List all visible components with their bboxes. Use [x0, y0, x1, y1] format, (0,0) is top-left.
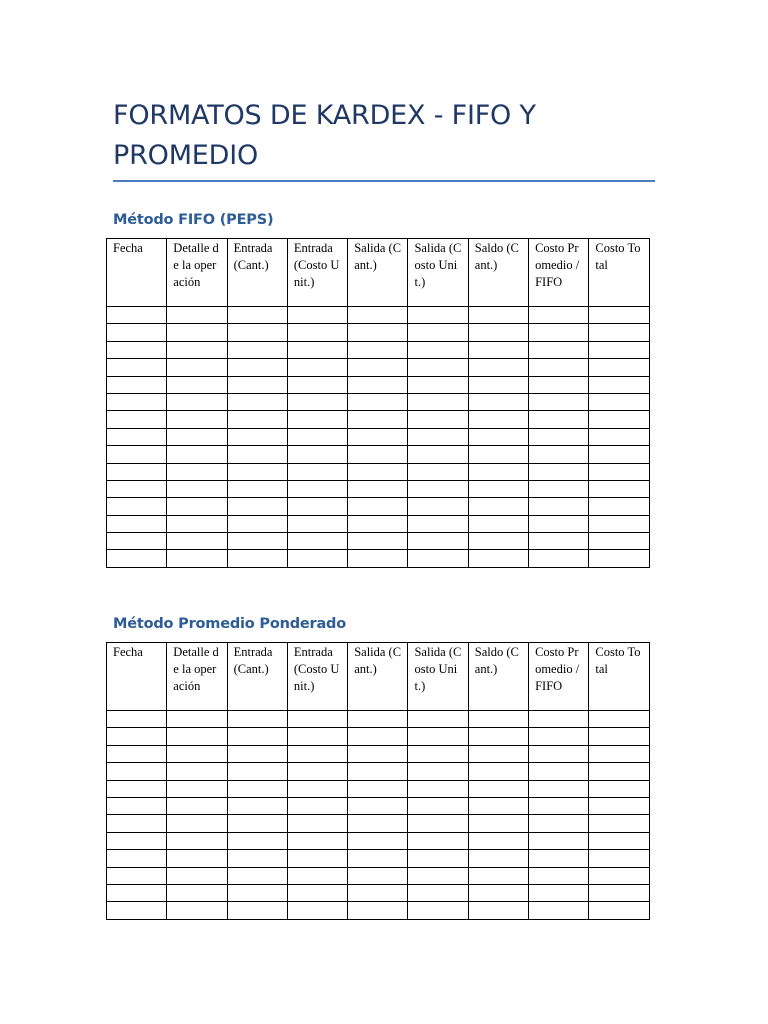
fifo-table-body [107, 307, 650, 568]
table-row [107, 359, 650, 376]
table-cell [529, 550, 589, 567]
table-cell [287, 815, 347, 832]
table-cell [107, 745, 167, 762]
table-cell [408, 815, 468, 832]
table-cell [589, 428, 649, 445]
table-cell [167, 867, 227, 884]
table-cell [227, 550, 287, 567]
table-cell [589, 498, 649, 515]
table-row [107, 902, 650, 919]
table-cell [468, 763, 528, 780]
table-cell [589, 446, 649, 463]
table-cell [287, 745, 347, 762]
table-cell [408, 832, 468, 849]
table-cell [107, 515, 167, 532]
table-cell [107, 359, 167, 376]
table-cell [107, 446, 167, 463]
table-cell [227, 411, 287, 428]
table-cell [227, 428, 287, 445]
table-row [107, 533, 650, 550]
table-cell [529, 832, 589, 849]
table-cell [287, 498, 347, 515]
table-row [107, 480, 650, 497]
table-cell [107, 902, 167, 919]
table-row [107, 341, 650, 358]
table-cell [529, 728, 589, 745]
table-cell [529, 797, 589, 814]
table-cell [589, 307, 649, 324]
table-cell [287, 884, 347, 901]
table-cell [529, 815, 589, 832]
table-cell [167, 780, 227, 797]
header-cell-saldo-cant: Saldo (Cant.) [468, 239, 528, 307]
table-cell [167, 411, 227, 428]
table-cell [227, 515, 287, 532]
table-cell [468, 533, 528, 550]
table-cell [589, 550, 649, 567]
table-cell [589, 832, 649, 849]
table-cell [227, 780, 287, 797]
table-cell [107, 307, 167, 324]
table-cell [107, 411, 167, 428]
table-cell [589, 815, 649, 832]
table-cell [468, 728, 528, 745]
table-cell [529, 324, 589, 341]
table-cell [468, 498, 528, 515]
header-cell-salida-costo: Salida (Costo Unit.) [408, 239, 468, 307]
header-cell-entrada-cant: Entrada (Cant.) [227, 239, 287, 307]
table-cell [107, 428, 167, 445]
table-cell [468, 463, 528, 480]
table-cell [348, 832, 408, 849]
table-cell [348, 359, 408, 376]
table-cell [408, 745, 468, 762]
table-cell [408, 711, 468, 728]
table-cell [468, 884, 528, 901]
table-cell [167, 711, 227, 728]
table-cell [529, 867, 589, 884]
table-cell [408, 411, 468, 428]
table-cell [348, 711, 408, 728]
header-cell-costo-promedio: Costo Promedio / FIFO [529, 643, 589, 711]
table-cell [287, 515, 347, 532]
table-cell [107, 780, 167, 797]
table-cell [107, 324, 167, 341]
table-cell [287, 832, 347, 849]
table-cell [468, 797, 528, 814]
title-divider [113, 180, 655, 182]
table-cell [227, 533, 287, 550]
table-cell [287, 307, 347, 324]
table-cell [589, 728, 649, 745]
header-cell-fecha: Fecha [107, 643, 167, 711]
table-cell [589, 763, 649, 780]
table-cell [408, 324, 468, 341]
header-cell-detalle: Detalle de la operación [167, 239, 227, 307]
table-cell [227, 498, 287, 515]
table-cell [287, 463, 347, 480]
table-cell [167, 902, 227, 919]
promedio-kardex-table [106, 642, 650, 920]
table-cell [227, 341, 287, 358]
table-cell [589, 376, 649, 393]
table-cell [468, 324, 528, 341]
table-cell [589, 745, 649, 762]
table-cell [287, 341, 347, 358]
table-cell [348, 867, 408, 884]
table-cell [589, 902, 649, 919]
table-cell [348, 797, 408, 814]
table-row [107, 393, 650, 410]
table-cell [408, 480, 468, 497]
table-cell [408, 902, 468, 919]
table-cell [287, 428, 347, 445]
table-cell [589, 850, 649, 867]
table-cell [167, 446, 227, 463]
table-cell [287, 359, 347, 376]
promedio-table-body [107, 711, 650, 920]
table-cell [529, 411, 589, 428]
header-cell-costo-total: Costo Total [589, 239, 649, 307]
table-row [107, 307, 650, 324]
table-cell [227, 480, 287, 497]
table-cell [167, 884, 227, 901]
header-cell-fecha: Fecha [107, 239, 167, 307]
table-cell [529, 428, 589, 445]
table-cell [348, 902, 408, 919]
table-cell [408, 359, 468, 376]
table-cell [348, 393, 408, 410]
document-title: FORMATOS DE KARDEX - FIFO Y PROMEDIO [113, 100, 536, 171]
table-cell [167, 428, 227, 445]
table-cell [287, 411, 347, 428]
header-cell-costo-total: Costo Total [589, 643, 649, 711]
table-row [107, 446, 650, 463]
table-cell [167, 498, 227, 515]
table-cell [227, 393, 287, 410]
table-row [107, 376, 650, 393]
table-cell [408, 867, 468, 884]
table-cell [348, 728, 408, 745]
table-cell [107, 832, 167, 849]
table-cell [287, 324, 347, 341]
table-cell [468, 307, 528, 324]
table-cell [589, 515, 649, 532]
table-cell [287, 850, 347, 867]
table-cell [227, 867, 287, 884]
table-cell [107, 498, 167, 515]
table-cell [408, 850, 468, 867]
table-cell [227, 463, 287, 480]
table-cell [348, 428, 408, 445]
table-cell [348, 780, 408, 797]
table-cell [529, 359, 589, 376]
table-cell [167, 797, 227, 814]
table-cell [589, 884, 649, 901]
table-cell [468, 376, 528, 393]
table-cell [589, 480, 649, 497]
table-cell [348, 307, 408, 324]
table-cell [529, 884, 589, 901]
table-cell [408, 550, 468, 567]
table-cell [287, 728, 347, 745]
table-row [107, 797, 650, 814]
table-cell [468, 780, 528, 797]
table-cell [468, 515, 528, 532]
table-cell [287, 533, 347, 550]
table-header-row [107, 239, 650, 307]
table-cell [348, 850, 408, 867]
table-cell [348, 498, 408, 515]
table-cell [529, 763, 589, 780]
table-cell [468, 902, 528, 919]
table-row [107, 711, 650, 728]
table-header-row [107, 643, 650, 711]
table-cell [167, 480, 227, 497]
table-cell [348, 550, 408, 567]
table-cell [167, 533, 227, 550]
table-cell [107, 341, 167, 358]
table-cell [167, 728, 227, 745]
table-cell [227, 902, 287, 919]
table-cell [468, 867, 528, 884]
table-cell [529, 711, 589, 728]
table-cell [529, 446, 589, 463]
table-cell [167, 463, 227, 480]
table-cell [589, 393, 649, 410]
header-cell-entrada-costo: Entrada (Costo Unit.) [287, 239, 347, 307]
table-cell [408, 428, 468, 445]
table-cell [408, 463, 468, 480]
table-row [107, 745, 650, 762]
table-cell [107, 850, 167, 867]
table-cell [287, 480, 347, 497]
table-cell [287, 393, 347, 410]
table-cell [589, 463, 649, 480]
table-cell [408, 341, 468, 358]
table-cell [227, 446, 287, 463]
table-cell [468, 711, 528, 728]
table-cell [408, 780, 468, 797]
table-row [107, 515, 650, 532]
table-cell [107, 867, 167, 884]
fifo-section-heading: Método FIFO (PEPS) [113, 212, 274, 228]
table-cell [287, 867, 347, 884]
table-cell [468, 815, 528, 832]
table-cell [348, 480, 408, 497]
table-cell [348, 341, 408, 358]
table-row [107, 324, 650, 341]
table-cell [529, 393, 589, 410]
table-cell [348, 763, 408, 780]
table-cell [468, 428, 528, 445]
table-cell [227, 763, 287, 780]
table-cell [589, 867, 649, 884]
table-cell [589, 341, 649, 358]
table-cell [167, 550, 227, 567]
table-cell [468, 446, 528, 463]
table-cell [529, 515, 589, 532]
header-cell-salida-cant: Salida (Cant.) [348, 239, 408, 307]
table-cell [529, 780, 589, 797]
table-cell [107, 711, 167, 728]
table-row [107, 428, 650, 445]
table-cell [107, 393, 167, 410]
table-cell [227, 745, 287, 762]
table-cell [468, 832, 528, 849]
table-cell [468, 393, 528, 410]
table-row [107, 815, 650, 832]
table-row [107, 498, 650, 515]
table-row [107, 411, 650, 428]
table-cell [468, 745, 528, 762]
table-cell [589, 324, 649, 341]
table-cell [167, 515, 227, 532]
table-cell [107, 763, 167, 780]
table-cell [227, 324, 287, 341]
table-cell [408, 763, 468, 780]
table-cell [227, 307, 287, 324]
table-cell [227, 815, 287, 832]
table-cell [589, 711, 649, 728]
table-cell [167, 307, 227, 324]
table-cell [227, 376, 287, 393]
table-cell [529, 745, 589, 762]
table-cell [227, 832, 287, 849]
table-cell [167, 359, 227, 376]
table-row [107, 550, 650, 567]
table-cell [468, 550, 528, 567]
table-cell [287, 797, 347, 814]
table-cell [348, 745, 408, 762]
table-cell [589, 780, 649, 797]
table-cell [348, 884, 408, 901]
table-cell [408, 533, 468, 550]
table-cell [287, 550, 347, 567]
table-cell [348, 411, 408, 428]
header-cell-saldo-cant: Saldo (Cant.) [468, 643, 528, 711]
table-cell [348, 515, 408, 532]
table-cell [408, 376, 468, 393]
table-cell [167, 376, 227, 393]
table-cell [107, 797, 167, 814]
table-cell [468, 850, 528, 867]
table-cell [589, 797, 649, 814]
table-row [107, 884, 650, 901]
table-cell [408, 307, 468, 324]
table-cell [227, 359, 287, 376]
table-cell [529, 498, 589, 515]
table-cell [107, 884, 167, 901]
table-cell [107, 463, 167, 480]
table-cell [167, 815, 227, 832]
table-cell [408, 498, 468, 515]
table-cell [107, 533, 167, 550]
header-cell-entrada-costo: Entrada (Costo Unit.) [287, 643, 347, 711]
table-cell [227, 884, 287, 901]
header-cell-detalle: Detalle de la operación [167, 643, 227, 711]
table-cell [468, 359, 528, 376]
header-cell-salida-cant: Salida (Cant.) [348, 643, 408, 711]
table-cell [167, 393, 227, 410]
table-cell [529, 376, 589, 393]
table-cell [227, 797, 287, 814]
table-cell [468, 411, 528, 428]
table-cell [529, 307, 589, 324]
table-cell [348, 463, 408, 480]
table-cell [167, 763, 227, 780]
table-cell [408, 393, 468, 410]
fifo-kardex-table [106, 238, 650, 568]
table-cell [107, 480, 167, 497]
table-cell [408, 884, 468, 901]
table-cell [529, 850, 589, 867]
table-cell [529, 480, 589, 497]
table-cell [408, 797, 468, 814]
table-row [107, 850, 650, 867]
table-row [107, 832, 650, 849]
header-cell-entrada-cant: Entrada (Cant.) [227, 643, 287, 711]
table-cell [107, 815, 167, 832]
table-cell [529, 533, 589, 550]
table-cell [529, 463, 589, 480]
table-cell [589, 359, 649, 376]
table-cell [107, 728, 167, 745]
table-cell [348, 446, 408, 463]
table-cell [348, 324, 408, 341]
table-cell [107, 376, 167, 393]
table-cell [227, 850, 287, 867]
table-cell [167, 832, 227, 849]
table-cell [167, 324, 227, 341]
table-cell [287, 446, 347, 463]
table-cell [468, 341, 528, 358]
table-cell [227, 728, 287, 745]
table-cell [348, 533, 408, 550]
table-cell [408, 728, 468, 745]
table-cell [287, 711, 347, 728]
header-cell-salida-costo: Salida (Costo Unit.) [408, 643, 468, 711]
table-cell [589, 411, 649, 428]
table-cell [529, 902, 589, 919]
table-cell [529, 341, 589, 358]
table-row [107, 463, 650, 480]
table-cell [287, 376, 347, 393]
table-cell [468, 480, 528, 497]
promedio-section-heading: Método Promedio Ponderado [113, 616, 346, 632]
table-cell [107, 550, 167, 567]
table-cell [408, 446, 468, 463]
table-cell [167, 341, 227, 358]
table-cell [348, 376, 408, 393]
table-cell [589, 533, 649, 550]
table-cell [287, 780, 347, 797]
table-cell [227, 711, 287, 728]
table-row [107, 763, 650, 780]
table-cell [287, 902, 347, 919]
table-cell [348, 815, 408, 832]
table-row [107, 780, 650, 797]
header-cell-costo-promedio: Costo Promedio / FIFO [529, 239, 589, 307]
table-cell [167, 850, 227, 867]
table-cell [408, 515, 468, 532]
table-row [107, 867, 650, 884]
table-cell [167, 745, 227, 762]
table-row [107, 728, 650, 745]
table-cell [287, 763, 347, 780]
